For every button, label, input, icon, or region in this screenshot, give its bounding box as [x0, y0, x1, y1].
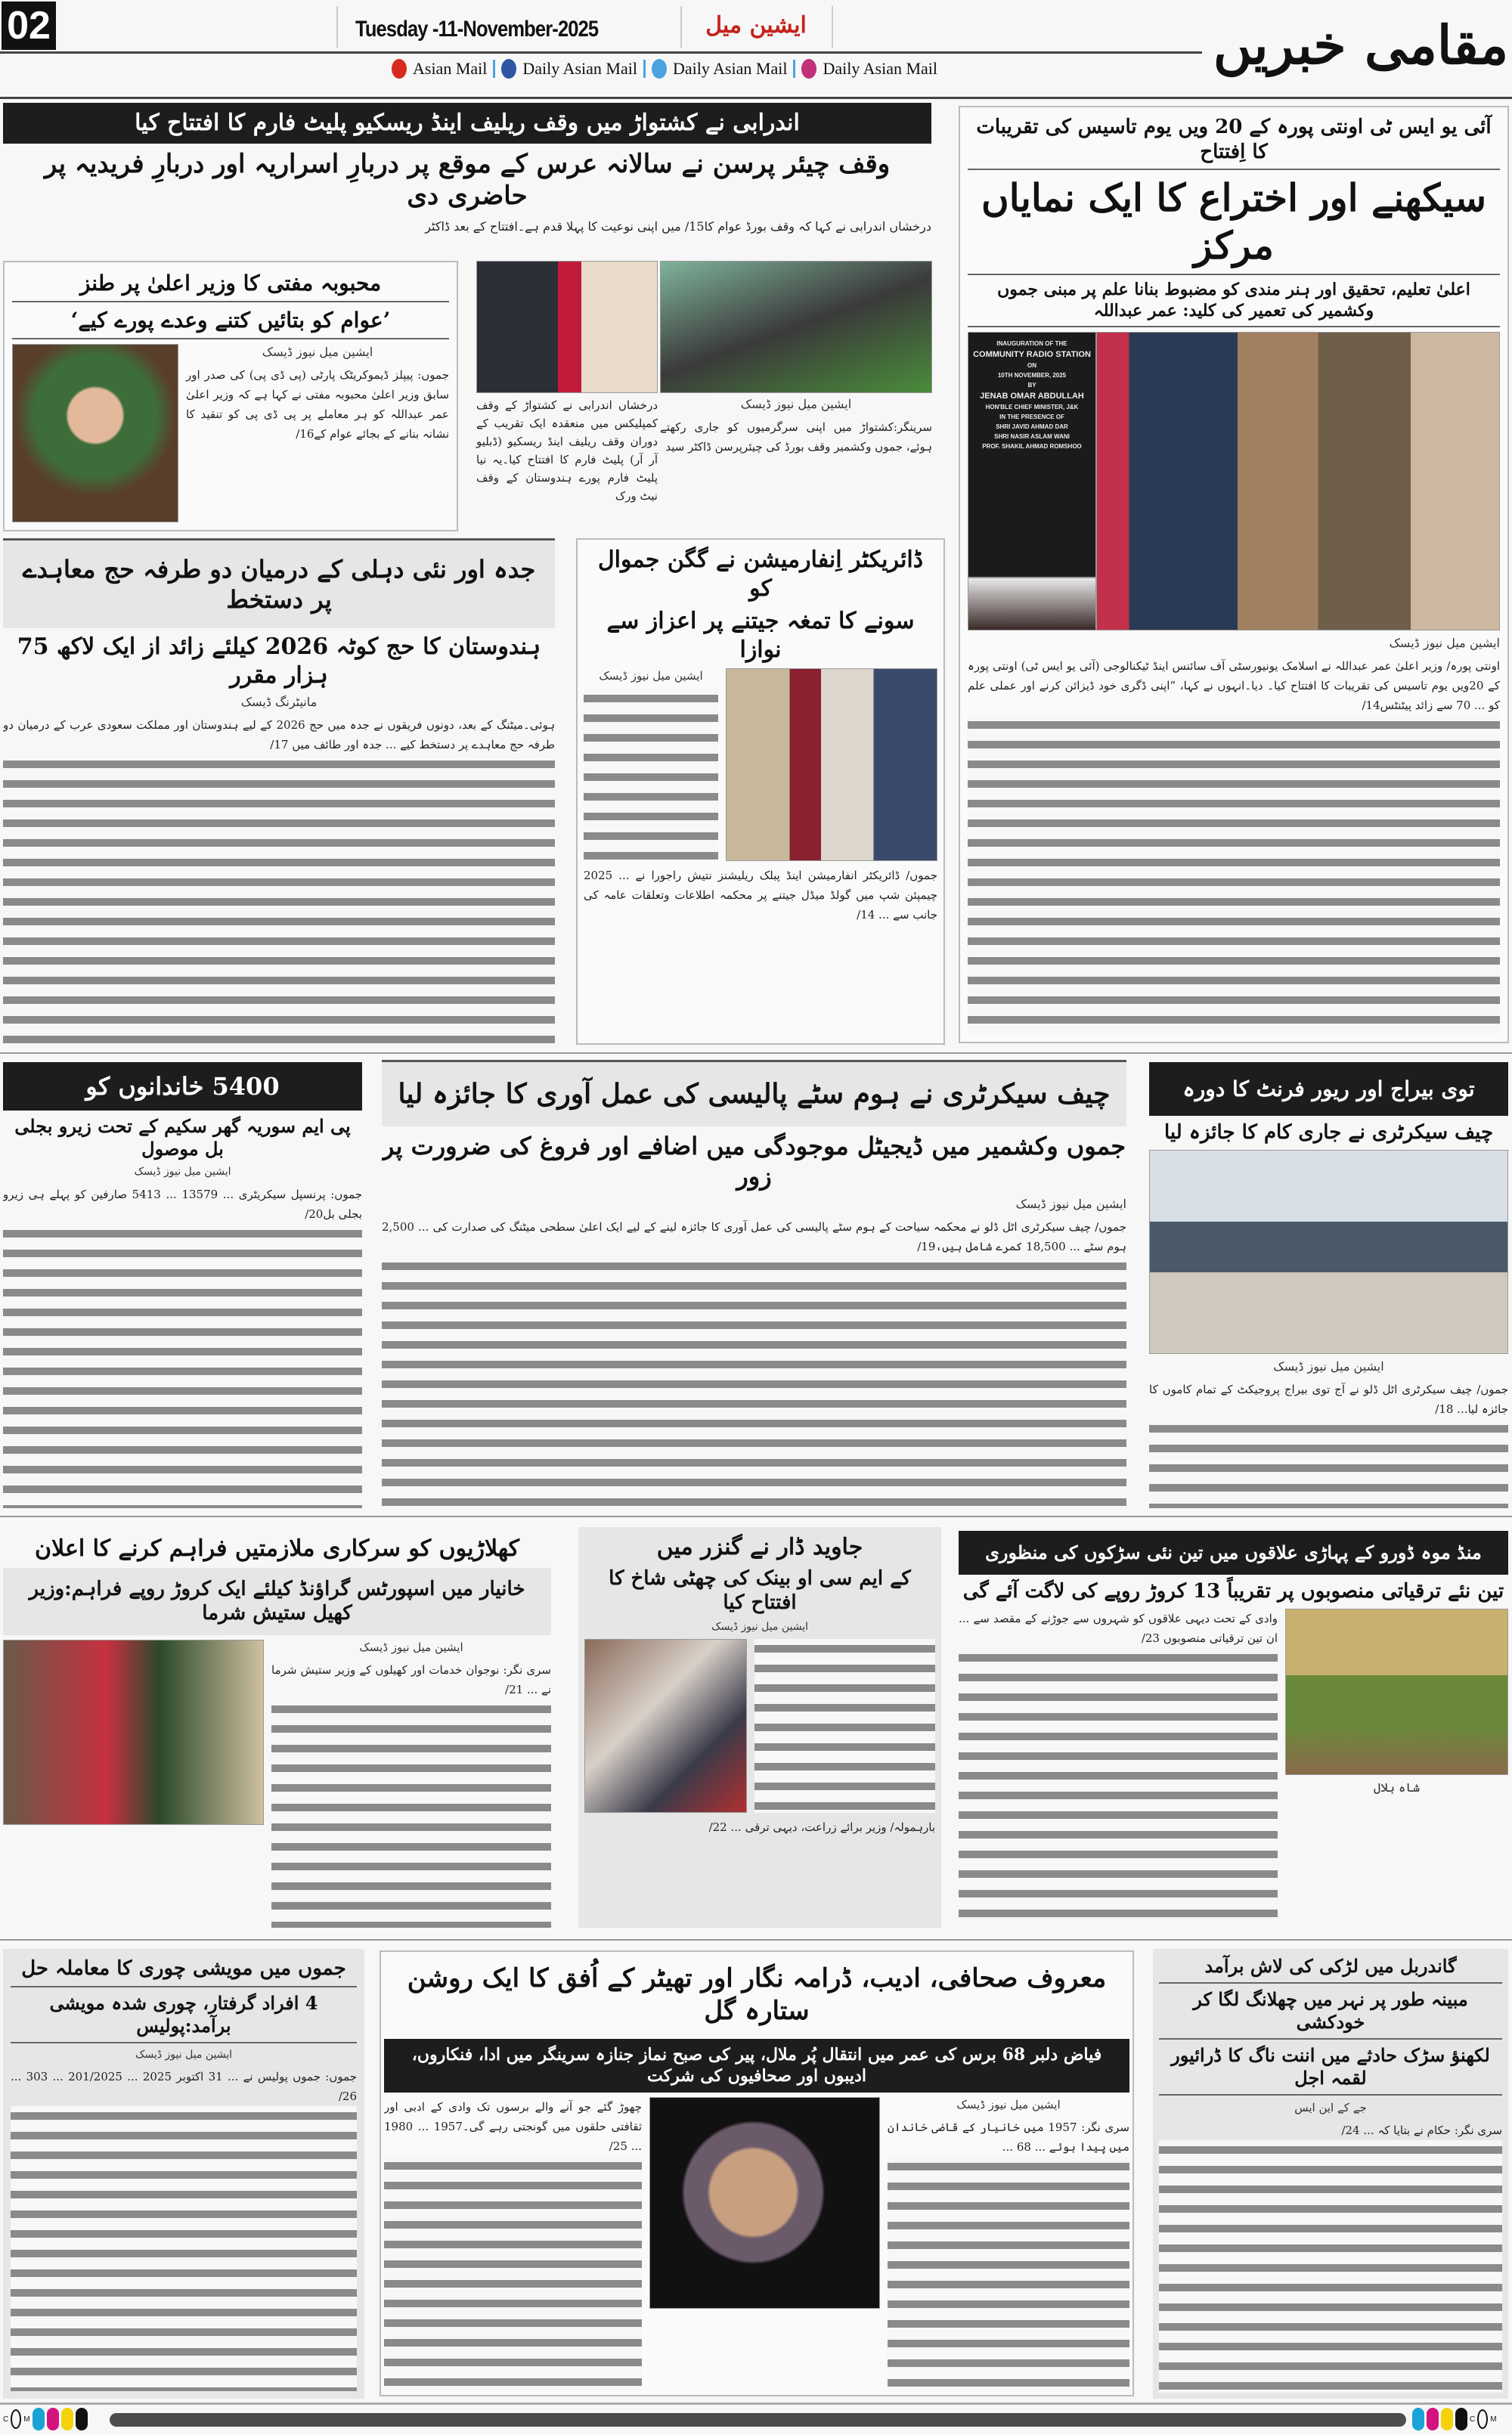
waqf-headline: وقف چیئر پرسن نے سالانہ عرس کے موقع پر دربارِ اسراریہ اور دربارِ فریدیہ پر حاضری دی: [44, 148, 891, 211]
solar-body: [3, 1185, 362, 1508]
ganderbal-headline-1: گاندربل میں لڑکی کی لاش برآمد: [1159, 1955, 1502, 1984]
sports-photo: [3, 1640, 264, 1825]
jkbank-body: [754, 1639, 935, 1813]
plaque-line: SHRI NASIR ASLAM WANI: [994, 433, 1070, 440]
solar-byline: ایشین میل نیوز ڈیسک: [134, 1166, 231, 1178]
roads-photo-caption: شاہ ہلال: [1373, 1780, 1421, 1795]
social-link[interactable]: Daily Asian Mail: [823, 59, 938, 78]
hajj-body-text: ہوئی۔میٹنگ کے بعد، دونوں فریقوں نے جدہ میں حج 2026 کے لیے ہندوستان اور مملکت سعودی عرب کے درمیان دو طرفہ حج معاہدے پر دستخط کیے ... جدہ اور طائف میں 17/: [3, 718, 555, 752]
waqf-byline: ایشین میل نیوز ڈیسک: [740, 397, 852, 411]
waqf-body-1: درخشاں اندرابی نے کشتواڑ کے وقف کمپلیکس میں منعقدہ ایک تقریب کے دوران وقف ریلیف اینڈ ریسکیو (ڈبلیو آر آر) پلیٹ فارم کا افتتاح کیا۔یہ نیا پلیٹ فارم پورے ہندوستان کے وقف نیٹ ورک: [476, 398, 658, 503]
iust-headline: سیکھنے اور اختراع کا ایک نمایاں مرکز: [968, 175, 1500, 275]
social-link[interactable]: Asian Mail: [413, 59, 488, 78]
color-swatch: [1412, 2408, 1424, 2430]
color-swatch: [76, 2408, 88, 2430]
iust-byline: ایشین میل نیوز ڈیسک: [1389, 636, 1500, 650]
homestay-body-text: جموں/ چیف سیکرٹری اٹل ڈلو نے محکمہ سیاحت کے ہوم سٹے پالیسی کی عمل آوری کا جائزہ لینے کے لیے ایک اعلیٰ سطحی میٹنگ کی صدارت کی ... 2,500 ہوم سٹے ... 18,500 کمرے شامل ہیں،19/: [382, 1220, 1126, 1254]
crosshair-icon: [11, 2409, 21, 2429]
solar-headline: پی ایم سوریہ گھر سکیم کے تحت زیرو بجلی بل موصول: [14, 1115, 351, 1160]
crosshair-icon: [1477, 2409, 1488, 2429]
cattle-subhead: 4 افراد گرفتار، چوری شدہ مویشی برآمد:پولیس: [11, 1992, 357, 2043]
homestay-subhead: جموں وکشمیر میں ڈیجیٹل موجودگی میں اضافے اور فروغ کی ضرورت پر زور: [382, 1132, 1126, 1191]
mehbooba-box: [3, 261, 458, 531]
issue-date: Tuesday -11-November-2025: [355, 17, 599, 42]
director-award-photo: [726, 668, 937, 861]
obit-headline: معروف صحافی، ادیب، ڈرامہ نگار اور تھیٹر کے اُفق کا ایک روشن ستارہ گل: [407, 1963, 1107, 2026]
plaque-line: 10TH NOVEMBER, 2025: [997, 372, 1067, 379]
instagram-icon[interactable]: [801, 59, 816, 79]
waqf-lead: درخشاں اندرابی نے کہا کہ وقف بورڈ عوام کا15/ میں اپنی نوعیت کا پہلا قدم ہے۔افتتاح کے بعد ڈاکٹر: [425, 218, 931, 234]
jkbank-byline: ایشین میل نیوز ڈیسک: [711, 1620, 809, 1633]
roads-banner: منڈ موہ ڈورو کے پہاڑی علاقوں میں تین نئی سڑکوں کی منظوری: [959, 1531, 1508, 1575]
separator: [643, 60, 646, 78]
obit-body-right: [888, 2117, 1129, 2392]
obit-body-right-text: سری نگر: 1957 میں خانیار کے قاضی خاندان میں پیدا ہوئے ... 68 ...: [888, 2121, 1129, 2154]
hajj-headline: جدہ اور نئی دہلی کے درمیان دو طرفہ حج معاہدے پر دستخط: [3, 541, 555, 628]
ganderbal-byline: جے کے این ایس: [1294, 2101, 1367, 2114]
director-byline: ایشین میل نیوز ڈیسک: [599, 669, 703, 683]
registration-letter: M: [1490, 2415, 1497, 2424]
sports-body: [271, 1660, 551, 1928]
color-swatch: [1441, 2408, 1453, 2430]
iust-subhead: اعلیٰ تعلیم، تحقیق اور ہنر مندی کو مضبوط بنانا علم پر مبنی جموں وکشمیر کی تعمیر کی کلید: عمر عبداللہ: [968, 280, 1500, 327]
roads-photo: [1285, 1609, 1508, 1775]
masthead-logo: ایشین میل: [705, 12, 807, 39]
cattle-headline: جموں میں مویشی چوری کا معاملہ حل: [11, 1956, 357, 1987]
registration-letter: C: [3, 2415, 9, 2424]
director-headline-2: سونے کا تمغہ جیتنے پر اعزاز سے نوازا: [606, 608, 915, 663]
cattle-byline: ایشین میل نیوز ڈیسک: [135, 2048, 233, 2061]
registration-marks-left: [3, 2408, 88, 2430]
plaque-line: COMMUNITY RADIO STATION: [973, 350, 1091, 359]
ganderbal-body-text: سری نگر: حکام نے بتایا کہ ... 24/: [1341, 2124, 1502, 2137]
mehbooba-body: جموں: پیپلز ڈیموکریٹک پارٹی (پی ڈی پی) کی صدر اور سابق وزیر اعلیٰ محبوبہ مفتی نے کہا ہے کہ وزیر اعلیٰ عمر عبداللہ کو ہر معاملے پر پی ڈی پی کو تنقید کا نشانہ بنانے کے بجائے عوام کے16/: [186, 368, 449, 441]
plaque-line: HON'BLE CHIEF MINISTER, J&K: [985, 404, 1079, 410]
color-swatch: [1427, 2408, 1439, 2430]
color-swatch: [61, 2408, 73, 2430]
cattle-box: [3, 1949, 364, 2399]
registration-letter: M: [23, 2415, 30, 2424]
obit-box: [380, 1950, 1134, 2396]
jkbank-photo: [584, 1639, 747, 1813]
plaque-line: BY: [1027, 382, 1036, 389]
iust-body: [968, 656, 1500, 1034]
section-title: مقامی خبریں: [1213, 14, 1509, 76]
iust-studio-photo: [968, 578, 1096, 630]
plaque-line: SHRI JAVID AHMAD DAR: [996, 423, 1068, 430]
iust-box: [959, 106, 1509, 1043]
plaque-line: INAUGURATION OF THE: [996, 340, 1067, 347]
iust-body-text: اونتی پورہ/ وزیر اعلیٰ عمر عبداللہ نے اسلامک یونیورسٹی آف سائنس اینڈ ٹیکنالوجی (آئی یو ایس ٹی) اونتی پورہ کے 20ویں یوم تاسیس کی تقریبات کا افتتاح کیا۔ دیا۔انہوں نے کہا، ”اپنی ڈگری خود ڈیزائن کرنے اور عملی علم کو ... 70 سے زائد پیٹنٹس14/: [968, 659, 1500, 713]
iust-plaque-photo: [968, 332, 1096, 578]
waqf-plaque-photo: [476, 261, 658, 393]
iust-inauguration-photo: [1096, 332, 1500, 630]
homestay-headline: چیف سیکرٹری نے ہوم سٹے پالیسی کی عمل آوری کا جائزہ لیا: [382, 1062, 1126, 1126]
plaque-line: ON: [1027, 362, 1036, 369]
solar-body-text: جموں: پرنسپل سیکریٹری ... 13579 ... 5413 صارفین کو پہلے ہی زیرو بجلی بل20/: [3, 1187, 362, 1221]
separator: [793, 60, 795, 78]
roads-headline: تین نئے ترقیاتی منصوبوں پر تقریباً 13 کروڑ روپے کی لاگت آئے گی: [962, 1580, 1504, 1603]
director-body: [584, 689, 718, 861]
sports-byline: ایشین میل نیوز ڈیسک: [359, 1640, 463, 1654]
cattle-body-text: جموں: جموں پولیس نے ... 31 اکتوبر 2025 ... 201/2025 ... 303 ... 26/: [11, 2070, 357, 2104]
mehbooba-headline-1: محبوبہ مفتی کا وزیر اعلیٰ پر طنز: [12, 270, 449, 302]
tawi-photo: [1149, 1150, 1508, 1354]
waqf-banner: اندرابی نے کشتواڑ میں وقف ریلیف اینڈ ریسکیو پلیٹ فارم کا افتتاح کیا: [3, 103, 931, 144]
mehbooba-photo: [12, 344, 178, 522]
facebook-icon[interactable]: [501, 59, 516, 79]
plaque-line: JENAB OMAR ABDULLAH: [980, 392, 1084, 401]
director-headline-1: ڈائریکٹر اِنفارمیشن نے گگن جموال کو: [597, 547, 924, 602]
tawi-body: [1149, 1380, 1508, 1508]
obit-body-left: [384, 2097, 642, 2392]
color-swatch: [33, 2408, 45, 2430]
obit-banner: فیاض دلبر 68 برس کی عمر میں انتقال پُر ملال، پیر کی صبح نماز جنازہ سرینگر میں ادا، فنکاروں، ادیبوں اور صحافیوں کی شرکت: [384, 2039, 1129, 2093]
jkbank-body-text: بارہمولہ/ وزیر برائے زراعت، دیہی ترقی ... 22/: [708, 1820, 935, 1835]
separator: [493, 60, 495, 78]
director-body-text: جموں/ ڈائریکٹر انفارمیشن اینڈ پبلک ریلیشنز نتیش راجورا نے ... 2025 چیمپئن شپ میں گولڈ میڈل جیتنے پر محکمہ اطلاعات وتعلقات عامہ کی جانب سے ... 14/: [584, 869, 937, 922]
cattle-body: [11, 2067, 357, 2391]
jkbank-box: [578, 1527, 941, 1928]
roads-body: [959, 1609, 1278, 1928]
page-number: 02: [2, 2, 56, 50]
ganderbal-headline-2: مبینہ طور پر نہر میں چھلانگ لگا کر خودکشی: [1159, 1988, 1502, 2040]
tawi-headline: چیف سیکرٹری نے جاری کام کا جائزہ لیا: [1163, 1121, 1494, 1144]
social-link[interactable]: Daily Asian Mail: [522, 59, 637, 78]
obit-byline: ایشین میل نیوز ڈیسک: [956, 2098, 1061, 2111]
ganderbal-headline-3: لکھنؤ سڑک حادثے میں اننت ناگ کا ڈرائیور لقمہ اجل: [1159, 2044, 1502, 2096]
sports-body-text: سری نگر: نوجوان خدمات اور کھیلوں کے وزیر ستیش شرما نے ... 21/: [271, 1662, 551, 1696]
waqf-shrine-photo: [660, 261, 932, 393]
hajj-body: [3, 715, 555, 1045]
mehbooba-byline: ایشین میل نیوز ڈیسک: [262, 345, 373, 359]
jkbank-headline-1: جاوید ڈار نے گنزر میں: [656, 1534, 863, 1560]
social-links: [392, 59, 937, 79]
tawi-body-text: جموں/ چیف سیکرٹری اٹل ڈلو نے آج توی بیراج پروجیکٹ کے تمام کاموں کا جائزہ لیا... 18/: [1149, 1382, 1508, 1416]
tawi-byline: ایشین میل نیوز ڈیسک: [1273, 1358, 1384, 1374]
registration-letter: C: [1470, 2415, 1476, 2424]
youtube-icon[interactable]: [392, 59, 407, 79]
tawi-banner: توی بیراج اور ریور فرنٹ کا دورہ: [1149, 1062, 1508, 1116]
ganderbal-box: [1153, 1949, 1508, 2399]
sports-subhead: خانیار میں اسپورٹس گراؤنڈ کیلئے ایک کروڑ روپے فراہم:وزیر کھیل ستیش شرما: [3, 1568, 551, 1635]
obit-body-left-text: چھوڑ گئے جو آنے والے برسوں تک وادی کے ادبی اور ثقافتی حلقوں میں گونجتی رہے گی۔1957 ... 1980 ... 25/: [384, 2100, 642, 2153]
mehbooba-headline-2: ’عوام کو بتائیں کتنے وعدے پورے کیے‘: [12, 307, 449, 339]
jkbank-headline-2: کے ایم سی او بینک کی چھٹی شاخ کا افتتاح کیا: [609, 1566, 911, 1614]
homestay-byline: ایشین میل نیوز ڈیسک: [1015, 1197, 1126, 1211]
color-swatch: [47, 2408, 59, 2430]
plaque-line: IN THE PRESENCE OF: [999, 414, 1064, 420]
registration-marks-right: [1412, 2408, 1497, 2430]
social-link[interactable]: Daily Asian Mail: [672, 59, 788, 78]
iust-kicker: آئی یو ایس ٹی اونتی پورہ کے 20 ویں یوم تاسیس کی تقریبات کا اِفتتاح: [968, 115, 1500, 170]
solar-banner: 5400 خاندانوں کو: [3, 1062, 362, 1111]
obit-photo: [649, 2097, 880, 2309]
hajj-subhead: ہندوستان کا حج کوٹہ 2026 کیلئے زائد از ایک لاکھ 75 ہزار مقرر: [17, 634, 541, 689]
hajj-byline: مانیٹرنگ ڈیسک: [240, 695, 318, 709]
ganderbal-body: [1159, 2121, 1502, 2393]
waqf-body-2: سرینگر:کشتواڑ میں اپنی سرگرمیوں کو جاری رکھتے ہوئے، جموں وکشمیر وقف بورڈ کی چیئرپرسن ڈاکٹر سید: [660, 420, 932, 454]
registration-bar: [110, 2413, 1406, 2427]
homestay-body: [382, 1217, 1126, 1508]
twitter-icon[interactable]: [652, 59, 667, 79]
roads-body-text: وادی کے تحت دیہی علاقوں کو شہروں سے جوڑنے کے مقصد سے ... ان تین ترقیاتی منصوبوں 23/: [959, 1611, 1278, 1645]
sports-headline: کھلاڑیوں کو سرکاری ملازمتیں فراہم کرنے کا اعلان: [35, 1535, 519, 1562]
color-swatch: [1455, 2408, 1467, 2430]
director-box: [576, 538, 945, 1045]
plaque-line: PROF. SHAKIL AHMAD ROMSHOO: [982, 443, 1082, 450]
